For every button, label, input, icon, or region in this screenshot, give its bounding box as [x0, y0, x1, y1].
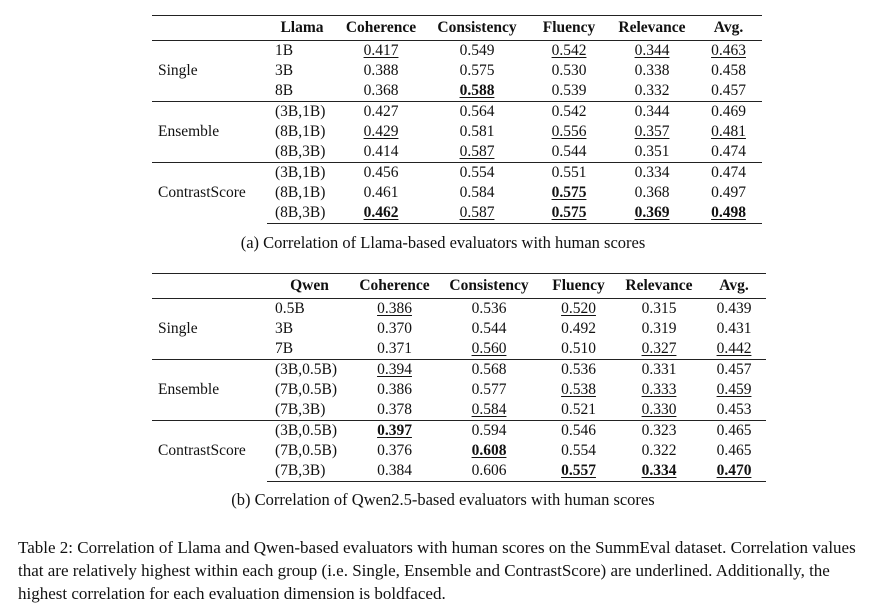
score-cell: [337, 61, 425, 81]
score-cell: [609, 163, 695, 184]
score-value: 0.463: [711, 42, 746, 59]
score-cell: [437, 380, 541, 400]
model-size-cell: (7B,3B): [267, 461, 352, 482]
score-value: 0.584: [471, 401, 507, 418]
score-cell: [425, 183, 529, 203]
model-size-cell: (8B,3B): [275, 143, 326, 160]
score-cell: [352, 380, 437, 400]
score-cell: [529, 183, 609, 203]
score-cell: [609, 61, 695, 81]
group-label: Single: [152, 299, 267, 360]
model-size-cell: 8B: [275, 82, 294, 99]
score-cell: [529, 122, 609, 142]
score-cell: [695, 203, 762, 224]
model-size-cell: (8B,3B): [267, 203, 337, 224]
score-cell: [352, 360, 437, 381]
score-value: 0.453: [716, 401, 752, 418]
score-value: 0.575: [459, 62, 495, 79]
score-cell: [425, 142, 529, 163]
score-value: 0.429: [363, 123, 399, 140]
score-value: 0.370: [377, 320, 412, 337]
score-value: 0.536: [561, 361, 596, 378]
score-value: 0.497: [711, 184, 746, 201]
model-size-cell: 1B: [267, 41, 337, 62]
column-header: Qwen: [290, 277, 329, 294]
llama-results-table: [152, 15, 762, 224]
score-cell: [541, 299, 616, 320]
score-cell: [695, 142, 762, 163]
score-cell: [425, 102, 529, 123]
score-cell: [702, 299, 766, 320]
score-value: 0.474: [711, 143, 746, 160]
score-value: 0.538: [561, 381, 596, 398]
score-cell: [352, 400, 437, 421]
score-cell: [425, 122, 529, 142]
score-value: 0.414: [363, 143, 399, 160]
score-cell: [437, 339, 541, 360]
score-value: 0.351: [634, 143, 670, 160]
score-value: 0.575: [551, 184, 587, 201]
score-value: 0.606: [471, 462, 507, 479]
score-cell: [425, 203, 529, 224]
header-empty-cell: [152, 16, 267, 41]
score-cell: [702, 461, 766, 482]
score-cell: [541, 461, 616, 482]
model-size-cell: 3B: [275, 320, 294, 337]
score-value: 0.594: [471, 422, 507, 439]
score-value: 0.549: [459, 42, 495, 59]
score-cell: [541, 400, 616, 421]
score-value: 0.577: [471, 381, 507, 398]
score-cell: [616, 441, 702, 461]
score-value: 0.470: [716, 462, 752, 479]
score-cell: [337, 163, 425, 184]
score-value: 0.492: [561, 320, 596, 337]
qwen-results-table: [152, 273, 766, 482]
score-value: 0.427: [363, 103, 399, 120]
table-row: [152, 299, 766, 320]
score-value: 0.554: [561, 442, 596, 459]
model-size-cell: (7B,3B): [275, 401, 326, 418]
score-cell: [541, 319, 616, 339]
score-cell: [695, 102, 762, 123]
score-value: 0.536: [471, 300, 507, 317]
score-cell: [695, 61, 762, 81]
score-value: 0.581: [459, 123, 495, 140]
score-value: 0.431: [716, 320, 752, 337]
score-value: 0.521: [561, 401, 596, 418]
score-value: 0.315: [641, 300, 677, 317]
score-cell: [695, 41, 762, 62]
score-cell: [702, 319, 766, 339]
score-cell: [437, 461, 541, 482]
score-cell: [425, 41, 529, 62]
score-cell: [529, 142, 609, 163]
score-value: 0.334: [641, 462, 677, 479]
score-value: 0.608: [471, 442, 507, 459]
score-value: 0.510: [561, 340, 596, 357]
model-size-cell: (3B,1B): [267, 102, 337, 123]
table-header-row: [152, 274, 766, 299]
score-cell: [609, 81, 695, 102]
score-value: 0.327: [641, 340, 677, 357]
score-value: 0.544: [551, 143, 587, 160]
group-label: ContrastScore: [152, 421, 267, 482]
score-value: 0.546: [561, 422, 596, 439]
score-value: 0.344: [634, 103, 670, 120]
column-header: Coherence: [345, 19, 417, 36]
score-cell: [609, 142, 695, 163]
score-value: 0.584: [459, 184, 495, 201]
score-value: 0.557: [561, 462, 596, 479]
score-value: 0.587: [459, 204, 495, 221]
score-value: 0.551: [551, 164, 587, 181]
column-header: Fluency: [542, 19, 596, 36]
score-cell: [352, 441, 437, 461]
score-value: 0.588: [459, 82, 495, 99]
score-cell: [616, 319, 702, 339]
model-size-cell: (3B,1B): [267, 163, 337, 184]
score-cell: [352, 339, 437, 360]
score-value: 0.319: [641, 320, 677, 337]
score-cell: [529, 102, 609, 123]
score-value: 0.461: [363, 184, 399, 201]
score-cell: [616, 380, 702, 400]
score-value: 0.469: [711, 103, 746, 120]
score-cell: [437, 319, 541, 339]
score-cell: [437, 400, 541, 421]
score-value: 0.564: [459, 103, 495, 120]
score-value: 0.465: [716, 442, 752, 459]
score-cell: [337, 41, 425, 62]
score-value: 0.330: [641, 401, 677, 418]
score-cell: [702, 339, 766, 360]
score-value: 0.457: [716, 361, 752, 378]
column-header: Avg.: [713, 19, 744, 36]
score-cell: [352, 421, 437, 442]
score-value: 0.384: [377, 462, 412, 479]
group-label: Ensemble: [152, 102, 267, 163]
score-value: 0.462: [363, 204, 399, 221]
table-header-row: [152, 16, 762, 41]
score-cell: [609, 183, 695, 203]
score-value: 0.442: [716, 340, 752, 357]
score-value: 0.458: [711, 62, 746, 79]
score-value: 0.544: [471, 320, 507, 337]
score-cell: [425, 61, 529, 81]
score-value: 0.575: [551, 204, 587, 221]
score-value: 0.334: [634, 164, 670, 181]
column-header: Coherence: [359, 277, 430, 294]
score-cell: [529, 203, 609, 224]
score-value: 0.333: [641, 381, 677, 398]
score-value: 0.368: [363, 82, 399, 99]
score-value: 0.542: [551, 103, 587, 120]
column-header: Relevance: [618, 19, 686, 36]
table-description: Table 2: Correlation of Llama and Qwen-based evaluators with human scores on the SummEval dataset. Correlation values that are relatively highest within each group (i.e. Single, Ensemble and ContrastScore) are underlined. Additionally, the highest correlation for each evaluation dimension is boldfaced.: [18, 538, 856, 603]
score-value: 0.539: [551, 82, 587, 99]
score-cell: [616, 461, 702, 482]
score-cell: [352, 319, 437, 339]
score-value: 0.323: [641, 422, 677, 439]
score-cell: [702, 360, 766, 381]
score-cell: [337, 183, 425, 203]
group-label: Single: [152, 41, 267, 102]
score-cell: [702, 400, 766, 421]
column-header: Relevance: [625, 277, 693, 294]
score-value: 0.376: [377, 442, 412, 459]
score-value: 0.459: [716, 381, 752, 398]
column-header: Consistency: [437, 19, 517, 36]
column-header: Llama: [280, 19, 324, 36]
score-cell: [337, 203, 425, 224]
score-value: 0.394: [377, 361, 412, 378]
score-value: 0.498: [711, 204, 746, 221]
score-cell: [695, 81, 762, 102]
model-size-cell: (8B,1B): [275, 123, 326, 140]
group-label: Ensemble: [152, 360, 267, 421]
score-cell: [437, 441, 541, 461]
score-value: 0.560: [471, 340, 507, 357]
model-size-cell: (3B,0.5B): [267, 421, 352, 442]
model-size-cell: (7B,0.5B): [275, 381, 337, 398]
score-cell: [529, 41, 609, 62]
score-cell: [541, 380, 616, 400]
score-value: 0.568: [471, 361, 507, 378]
score-value: 0.388: [363, 62, 399, 79]
score-cell: [616, 421, 702, 442]
score-value: 0.542: [551, 42, 587, 59]
score-value: 0.530: [551, 62, 587, 79]
score-cell: [616, 400, 702, 421]
score-cell: [616, 299, 702, 320]
score-value: 0.456: [363, 164, 399, 181]
score-cell: [529, 163, 609, 184]
score-cell: [425, 81, 529, 102]
score-value: 0.338: [634, 62, 670, 79]
score-value: 0.378: [377, 401, 412, 418]
score-value: 0.474: [711, 164, 746, 181]
score-value: 0.369: [634, 204, 670, 221]
model-size-cell: 0.5B: [267, 299, 352, 320]
table-row: [152, 421, 766, 442]
score-cell: [695, 163, 762, 184]
table-a-caption: (a) Correlation of Llama-based evaluators with human scores: [240, 233, 646, 252]
score-cell: [529, 61, 609, 81]
score-cell: [541, 441, 616, 461]
score-cell: [337, 142, 425, 163]
score-cell: [541, 421, 616, 442]
score-cell: [425, 163, 529, 184]
score-value: 0.587: [459, 143, 495, 160]
score-value: 0.457: [711, 82, 746, 99]
score-cell: [695, 122, 762, 142]
score-value: 0.556: [551, 123, 587, 140]
score-value: 0.554: [459, 164, 495, 181]
score-cell: [437, 299, 541, 320]
table-row: [152, 163, 762, 184]
column-header: Fluency: [552, 277, 605, 294]
score-value: 0.331: [641, 361, 677, 378]
table-b-caption: (b) Correlation of Qwen2.5-based evaluators with human scores: [231, 490, 655, 509]
score-cell: [337, 81, 425, 102]
model-size-cell: 7B: [275, 340, 294, 357]
score-cell: [702, 421, 766, 442]
score-cell: [541, 339, 616, 360]
score-value: 0.344: [634, 42, 670, 59]
score-cell: [609, 41, 695, 62]
score-value: 0.417: [363, 42, 399, 59]
score-cell: [352, 299, 437, 320]
group-label: ContrastScore: [152, 163, 267, 224]
score-cell: [609, 102, 695, 123]
score-value: 0.481: [711, 123, 746, 140]
score-cell: [702, 441, 766, 461]
score-value: 0.332: [634, 82, 670, 99]
score-cell: [702, 380, 766, 400]
score-value: 0.386: [377, 300, 412, 317]
score-cell: [609, 203, 695, 224]
score-value: 0.465: [716, 422, 752, 439]
score-cell: [529, 81, 609, 102]
column-header: Consistency: [449, 277, 529, 294]
score-value: 0.439: [716, 300, 752, 317]
model-size-cell: 3B: [275, 62, 294, 79]
model-size-cell: (8B,1B): [275, 184, 326, 201]
score-cell: [337, 102, 425, 123]
score-cell: [541, 360, 616, 381]
score-cell: [695, 183, 762, 203]
score-value: 0.520: [561, 300, 596, 317]
model-size-cell: (7B,0.5B): [275, 442, 337, 459]
header-empty-cell: [152, 274, 267, 299]
score-cell: [609, 122, 695, 142]
score-cell: [437, 421, 541, 442]
score-cell: [337, 122, 425, 142]
score-value: 0.371: [377, 340, 412, 357]
score-value: 0.368: [634, 184, 670, 201]
score-value: 0.397: [377, 422, 412, 439]
score-value: 0.322: [641, 442, 677, 459]
score-cell: [437, 360, 541, 381]
score-cell: [616, 360, 702, 381]
score-cell: [352, 461, 437, 482]
table-row: [152, 41, 762, 62]
model-size-cell: (3B,0.5B): [267, 360, 352, 381]
score-cell: [616, 339, 702, 360]
score-value: 0.357: [634, 123, 670, 140]
table-row: [152, 102, 762, 123]
score-value: 0.386: [377, 381, 412, 398]
column-header: Avg.: [719, 277, 749, 294]
table-row: [152, 360, 766, 381]
